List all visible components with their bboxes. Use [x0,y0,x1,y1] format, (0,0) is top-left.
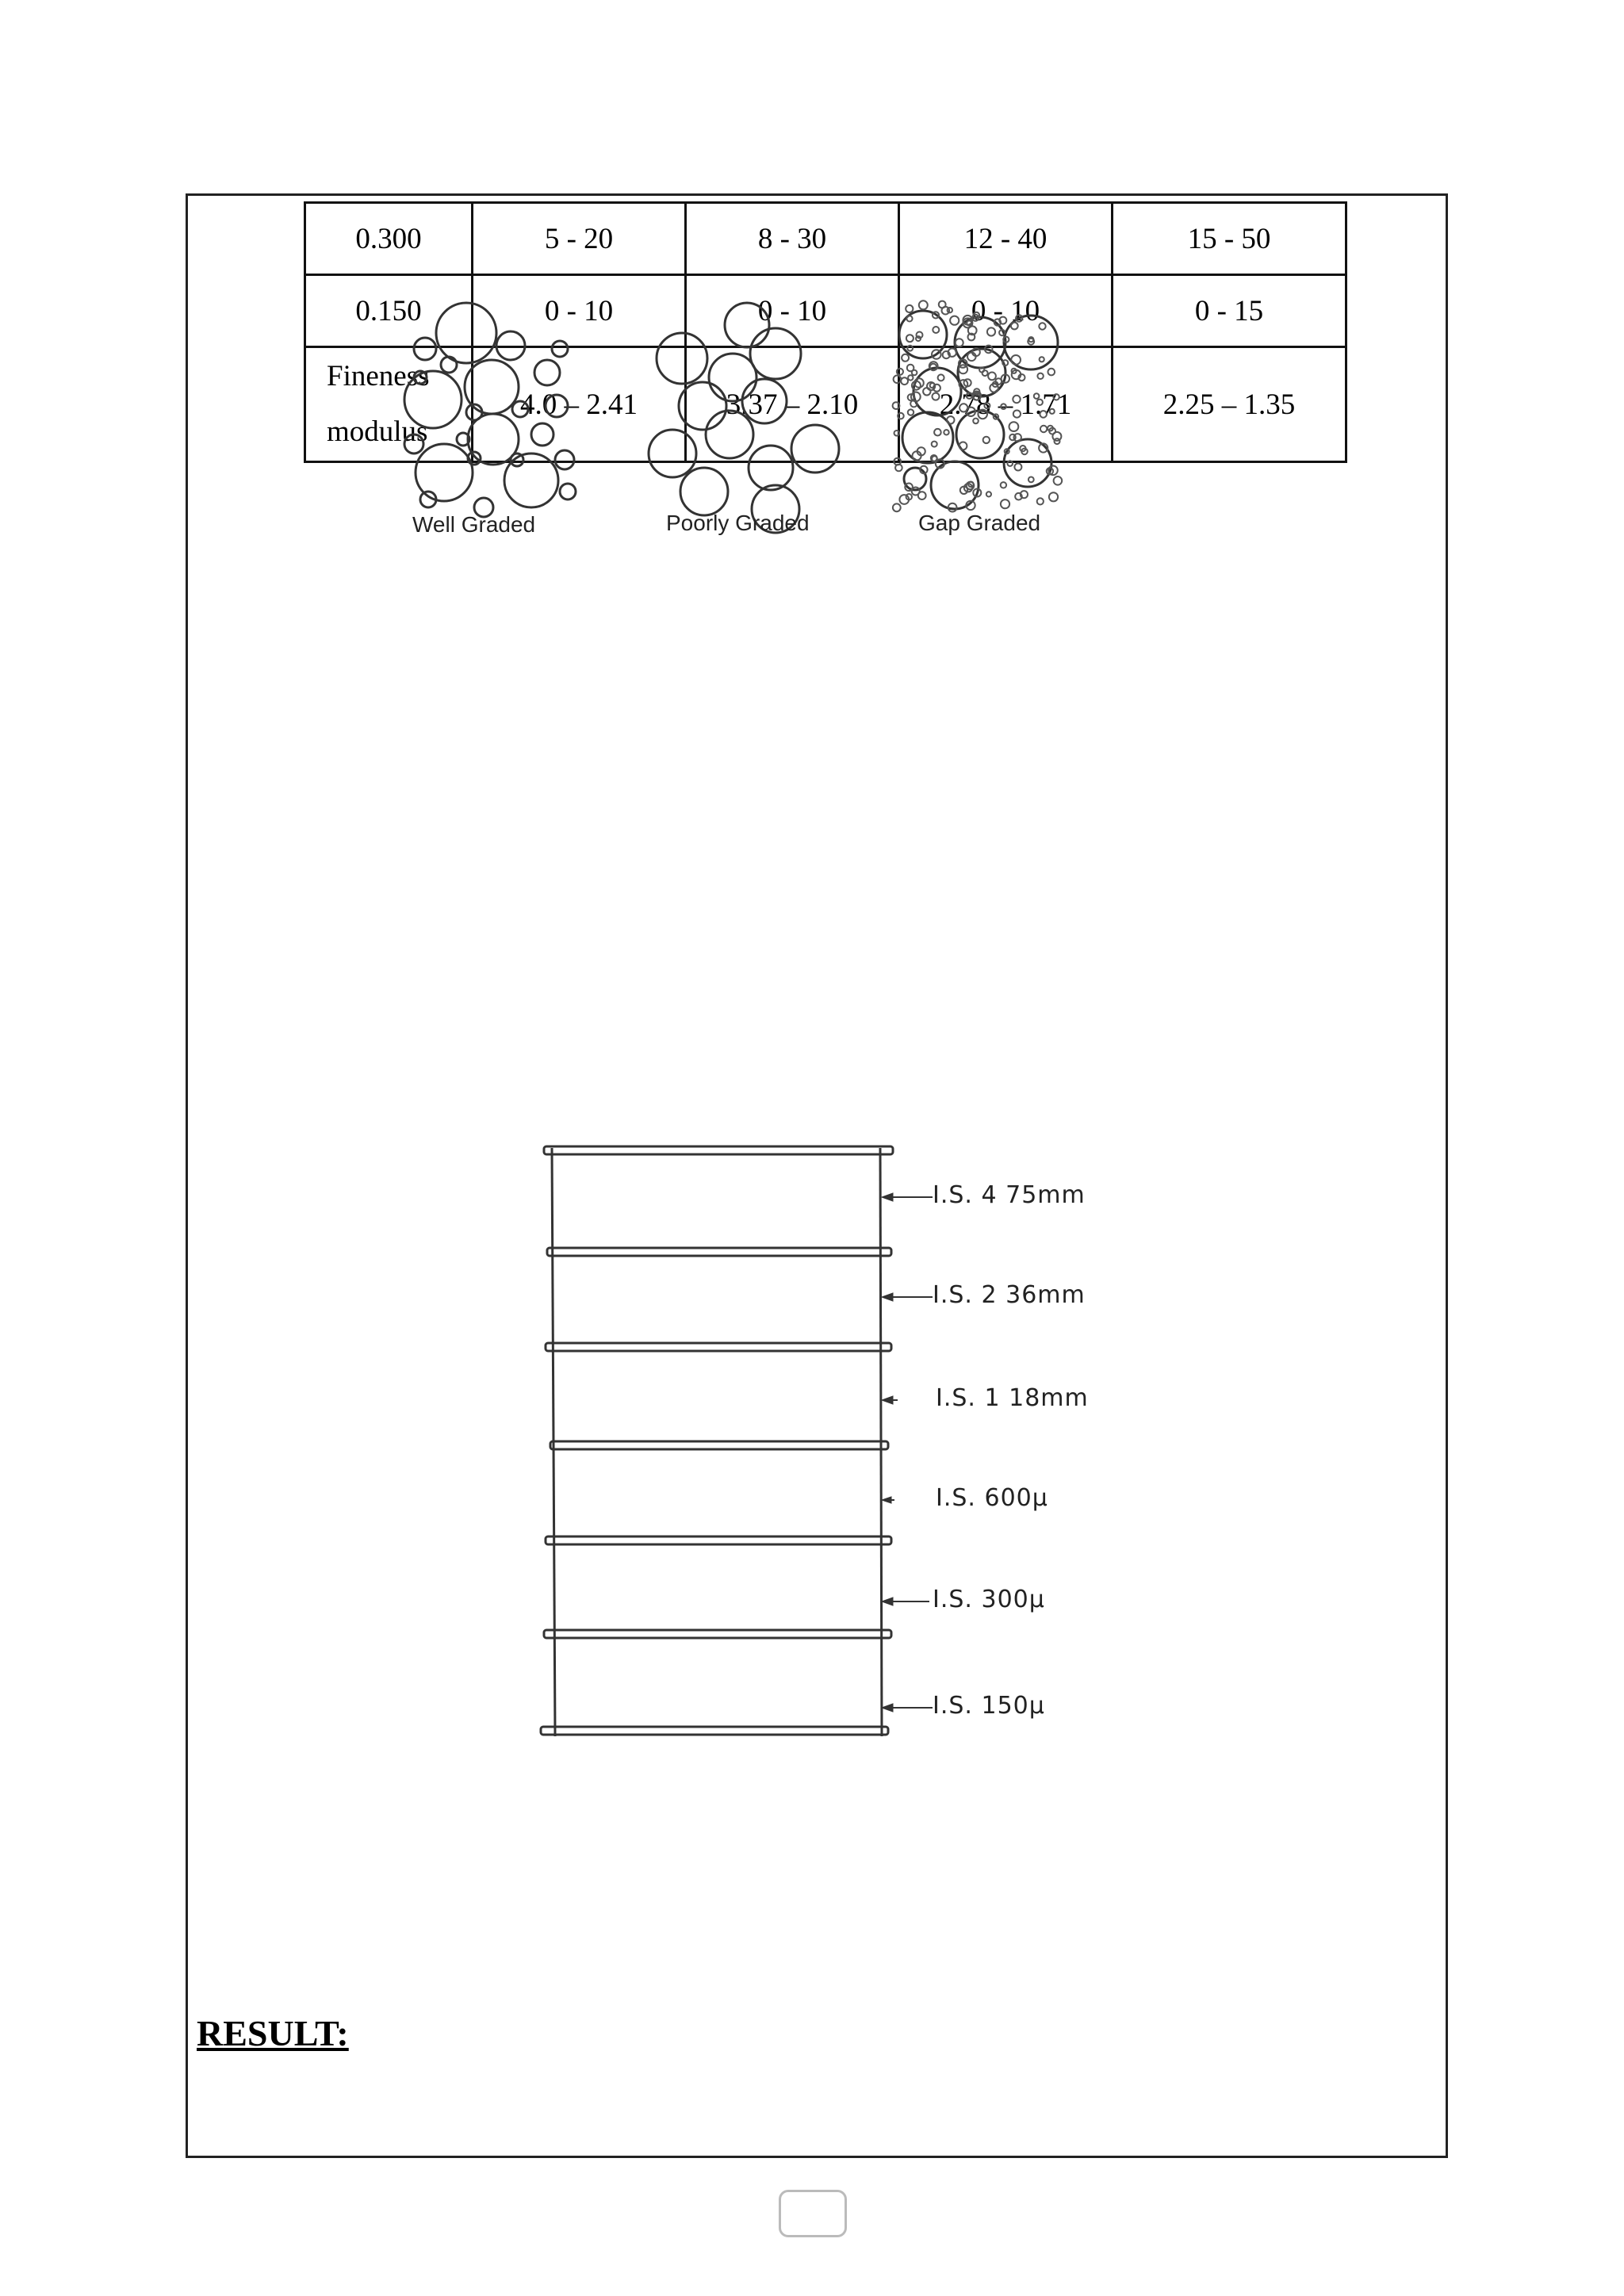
table-cell: 0 - 15 [1113,275,1346,347]
sieve-label-118mm: I.S. 1 18mm [936,1384,1089,1412]
sieve-label-475mm: I.S. 4 75mm [933,1181,1086,1209]
table-cell: 4.0 – 2.41 [473,347,686,462]
table-cell: 0 - 10 [473,275,686,347]
sieve-label-600micron: I.S. 600µ [936,1484,1048,1512]
table-row [305,203,1346,275]
result-heading: RESULT: [197,2013,349,2053]
sieve-size-cell: 0.150 [305,275,473,347]
table-cell: 12 - 40 [899,203,1113,275]
table-cell: 0 - 10 [686,275,899,347]
sieve-label-150micron: I.S. 150µ [933,1692,1045,1720]
gap-graded-label: Gap Graded [918,511,1041,535]
table-row [305,275,1346,347]
sieve-label-300micron: I.S. 300µ [933,1586,1045,1613]
sieve-label-236mm: I.S. 2 36mm [933,1281,1086,1309]
fineness-label-line2: modulus [327,415,428,448]
table-cell: 5 - 20 [473,203,686,275]
table-cell: 3.37 – 2.10 [686,347,899,462]
table-row [305,347,1346,462]
fineness-modulus-label [305,347,473,462]
table-cell: 0 - 10 [899,275,1113,347]
page-number-box [779,2190,847,2237]
page-border [186,193,1448,2158]
table-cell: 2.78 – 1.71 [899,347,1113,462]
table-cell: 2.25 – 1.35 [1113,347,1346,462]
table-cell: 15 - 50 [1113,203,1346,275]
table-cell: 8 - 30 [686,203,899,275]
grading-table [304,201,1347,463]
well-graded-label: Well Graded [412,512,536,537]
poorly-graded-label: Poorly Graded [666,511,810,535]
fineness-label-line1: Fineness [327,360,430,392]
sieve-size-cell: 0.300 [305,203,473,275]
